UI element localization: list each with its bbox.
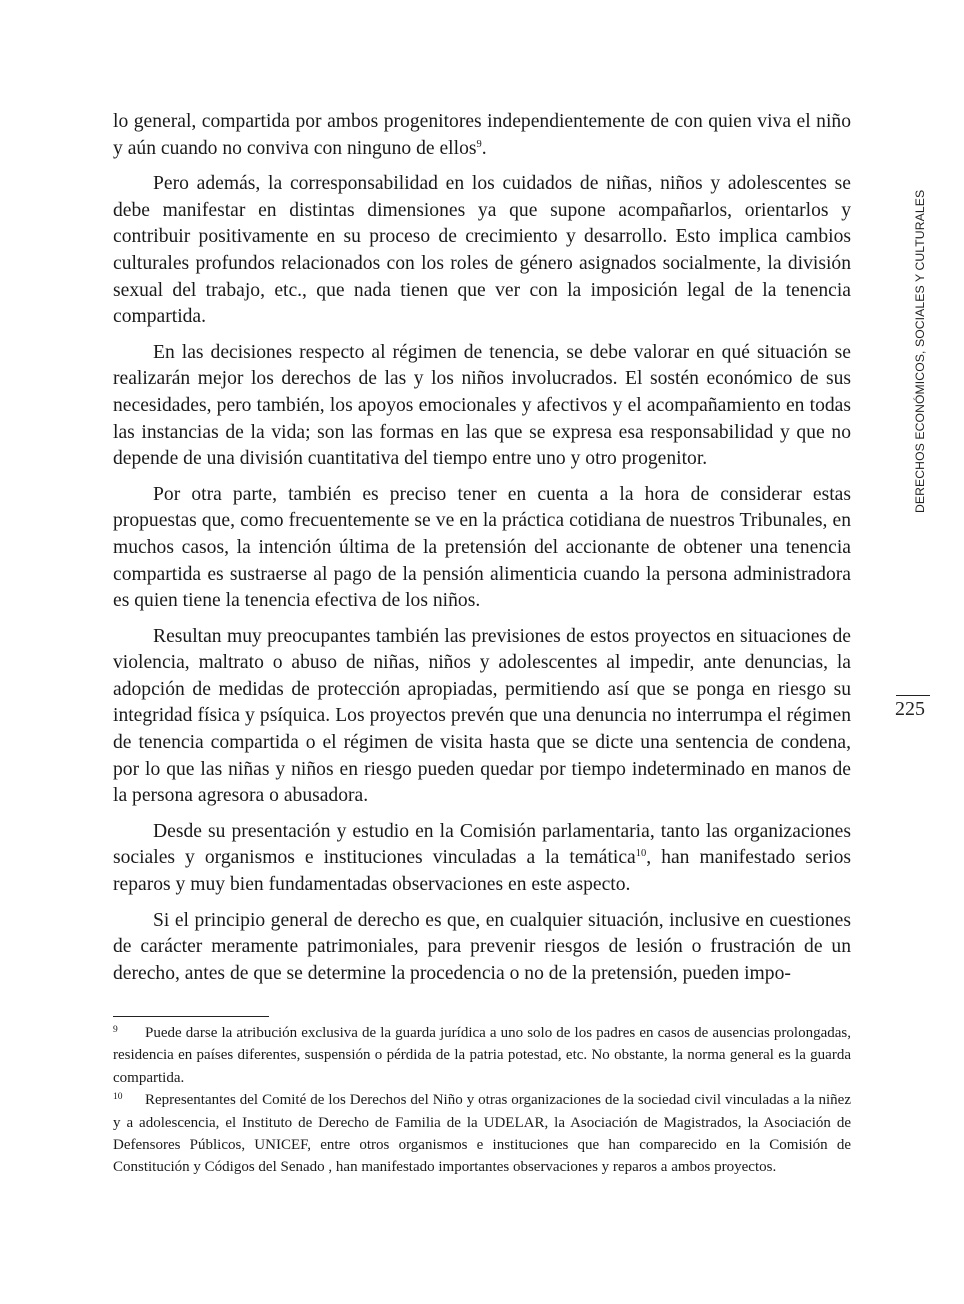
paragraph-1-end: . — [481, 137, 487, 159]
paragraph-1 — [113, 109, 851, 162]
section-side-label: DERECHOS ECONÓMICOS, SOCIALES Y CULTURALES — [913, 189, 927, 513]
paragraph-7: Si el principio general de derecho es que, en cualquier situación, inclusive en cuestiones de carácter meramente patrimoniales, para prevenir riesgos de lesión o frustración de un derecho, antes de que se determine la procedencia o no de la pretensión, pueden impo- — [113, 909, 851, 984]
paragraph-5: Resultan muy preocupantes también las previsiones de estos proyectos en situaciones de violencia, maltrato o abuso de niñas, niños y adolescentes al impedir, ante denuncias, la adopción de medidas de protección apropiadas, permitiendo así que se ponga en riesgo su integridad física y psíquica. Los proyectos prevén que una denuncia no interrumpa el régimen de tenencia compartida o el régimen de visita hasta que se dicte una sentencia de condena, por lo que las niñas y niños en riesgo pueden quedar por tiempo indeterminado en manos de la persona agresora o abusadora. — [113, 625, 851, 807]
footnote-9: 9 Puede darse la atribución exclusiva de la guarda jurídica a uno solo de los padres en casos de ausencias prolongadas, residencia en países diferentes, suspensión o pérdida de la patria potestad, etc. No obstante, la norma general es la guarda compartida. — [113, 1025, 851, 1086]
footnotes — [113, 1022, 851, 1179]
paragraph-6-end: , han manifestado serios reparos y muy bien fundamentadas observaciones en este aspecto. — [113, 847, 852, 896]
footnote-text: Representantes del Comité de los Derechos del Niño y otras organizaciones de la sociedad civil vinculadas a la niñez y a adolescencia, el Instituto de Derecho de Familia de la UDELAR, la Asociación de Magistrados, la Asociación de Defensores Públicos, UNICEF, entre otros organismos e instituciones que han comparecido en la Comisión de Constitución y Códigos del Senado , han manifestado importantes observaciones y reparos a ambos proyectos. — [113, 1092, 851, 1176]
footnote-ref-9[interactable]: 9 — [476, 138, 482, 150]
paragraph-1-text: lo general, compartida por ambos progenitores independientemente de con quien viva el niño y aún cuando no conviva con ninguno de ellos — [113, 111, 851, 159]
footnote-10: 10 Representantes del Comité de los Derechos del Niño y otras organizaciones de la sociedad civil vinculadas a la niñez y a adolescencia, el Instituto de Derecho de Familia de la UDELAR, la Asociación de Magistrados, la Asociación de Defensores Públicos, UNICEF, entre otros organismos e instituciones que han comparecido en la Comisión de Constitución y Códigos del Senado , han manifestado importantes observaciones y reparos a ambos proyectos. — [113, 1092, 851, 1176]
paragraph-6 — [113, 819, 851, 899]
body-text — [113, 109, 851, 996]
footnote-text: Puede darse la atribución exclusiva de la guarda jurídica a uno solo de los padres en casos de ausencias prolongadas, residencia en países diferentes, suspensión o pérdida de la patria potestad, etc. No obstante, la norma general es la guarda compartida. — [113, 1025, 851, 1086]
page-number: 225 — [895, 698, 925, 720]
paragraph-4: Por otra parte, también es preciso tener en cuenta a la hora de considerar estas propuestas que, como frecuentemente se ve en la práctica cotidiana de nuestros Tribunales, en muchos casos, la intención última de la pretensión del accionante de obtener una tenencia compartida es sustraerse al pago de la pensión alimenticia cuando la persona administradora es quien tiene la tenencia efectiva de los niños. — [113, 483, 851, 612]
footnote-separator — [113, 1016, 269, 1017]
footnote-ref-10[interactable]: 10 — [635, 848, 647, 860]
paragraph-6-text: Desde su presentación y estudio en la Comisión parlamentaria, tanto las organizaciones sociales y organismos e instituciones vinculadas a la temática — [113, 820, 851, 869]
page-number-rule — [896, 695, 930, 696]
paragraph-2: Pero además, la corresponsabilidad en los cuidados de niñas, niños y adolescentes se debe manifestar en distintas dimensiones ya que supone acompañarlos, orientarlos y contribuir positivamente en su proceso de crecimiento y desarrollo. Esto implica cambios culturales profundos relacionados con los roles de género asignados socialmente, la división sexual del trabajo, etc., que nada tienen que ver con la imposición legal de la tenencia compartida. — [113, 173, 851, 328]
paragraph-3: En las decisiones respecto al régimen de tenencia, se debe valorar en qué situación se realizarán mejor los derechos de las y los niños involucrados. El sostén económico de sus necesidades, pero también, los apoyos emocionales y afectivos y el acompañamiento en todas las instancias de la vida; son las formas en las que se expresa esa responsabilidad y que no depende de una división cuantitativa del tiempo entre uno y otro progenitor. — [113, 341, 851, 470]
